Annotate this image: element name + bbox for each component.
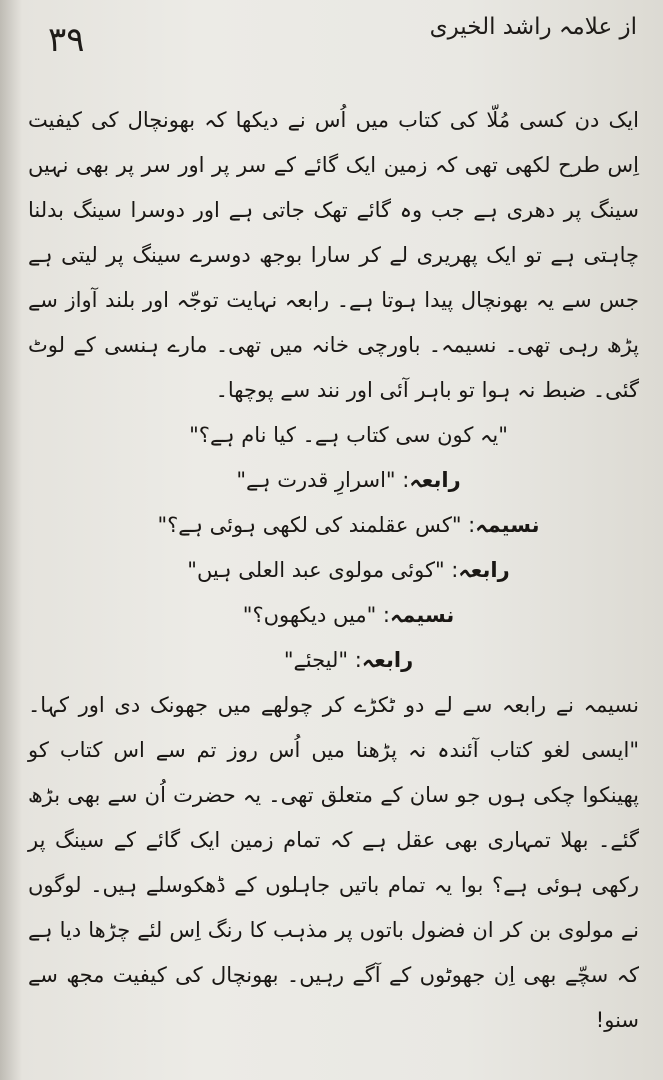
dialogue-text: : "کس عقلمند کی لکھی ہوئی ہے؟" [157, 513, 476, 537]
dialogue-line [28, 458, 639, 503]
dialogue-line [28, 593, 639, 638]
dialogue-line [28, 638, 639, 683]
dialogue-text: "یہ کون سی کتاب ہے۔ کیا نام ہے؟" [189, 423, 508, 447]
dialogue-line [28, 548, 639, 593]
dialogue-speaker: نسیمہ [390, 603, 455, 627]
dialogue-line [28, 413, 639, 458]
page-number: ۳۹ [48, 20, 85, 60]
body-text [28, 98, 639, 1043]
running-header: از علامہ راشد الخیری [429, 14, 637, 40]
page-gutter-shadow [0, 0, 22, 1080]
paragraph-1: ایک دن کسی مُلّا کی کتاب میں اُس نے دیکھا کہ بھونچال کی کیفیت اِس طرح لکھی تھی کہ زمین ایک گائے کے سر پر اور سر پر بھی نہیں سینگ پر دھری ہے جب وہ گائے تھک جاتی ہے اور دوسرا سینگ بدلنا چاہتی ہے تو ایک پھریری لے کر سارا بوجھ دوسرے سینگ پر لیتی ہے جس سے یہ بھونچال پیدا ہوتا ہے۔ رابعہ نہایت توجّہ اور بلند آواز سے پڑھ رہی تھی۔ نسیمہ۔ باورچی خانہ میں تھی۔ مارے ہنسی کے لوٹ گئی۔ ضبط نہ ہوا تو باہر آئی اور نند سے پوچھا۔ [28, 108, 639, 402]
dialogue-speaker: رابعہ [458, 558, 510, 582]
dialogue-text: : "اسرارِ قدرت ہے" [236, 468, 410, 492]
paragraph-2: نسیمہ نے رابعہ سے لے دو ٹکڑے کر چولھے میں جھونک دی اور کہا۔ "ایسی لغو کتاب آئندہ نہ پڑھنا میں اُس روز تم سے اس کتاب کو پھینکوا چکی ہوں جو سان کے متعلق تھی۔ یہ حضرت اُن سے بھی بڑھ گئے۔ بھلا تمہاری بھی عقل ہے کہ تمام زمین ایک گائے کے سینگ پر رکھی ہوئی ہے؟ بوا یہ تمام باتیں جاہلوں کے ڈھکوسلے ہیں۔ لوگوں نے مولوی بن کر ان فضول باتوں پر مذہب کا رنگ اِس لئے چڑھا دیا ہے کہ سچّے بھی اِن جھوٹوں کے آگے رہیں۔ بھونچال کی کیفیت مجھ سے سنو! [28, 693, 639, 1032]
dialogue-line [28, 503, 639, 548]
dialogue-text: : "میں دیکھوں؟" [242, 603, 390, 627]
dialogue-speaker: نسیمہ [475, 513, 540, 537]
dialogue-text: : "کوئی مولوی عبد العلی ہیں" [187, 558, 459, 582]
dialogue-block [28, 413, 639, 683]
dialogue-text: : "لیجئے" [283, 648, 362, 672]
dialogue-speaker: رابعہ [409, 468, 461, 492]
dialogue-speaker: رابعہ [361, 648, 414, 672]
